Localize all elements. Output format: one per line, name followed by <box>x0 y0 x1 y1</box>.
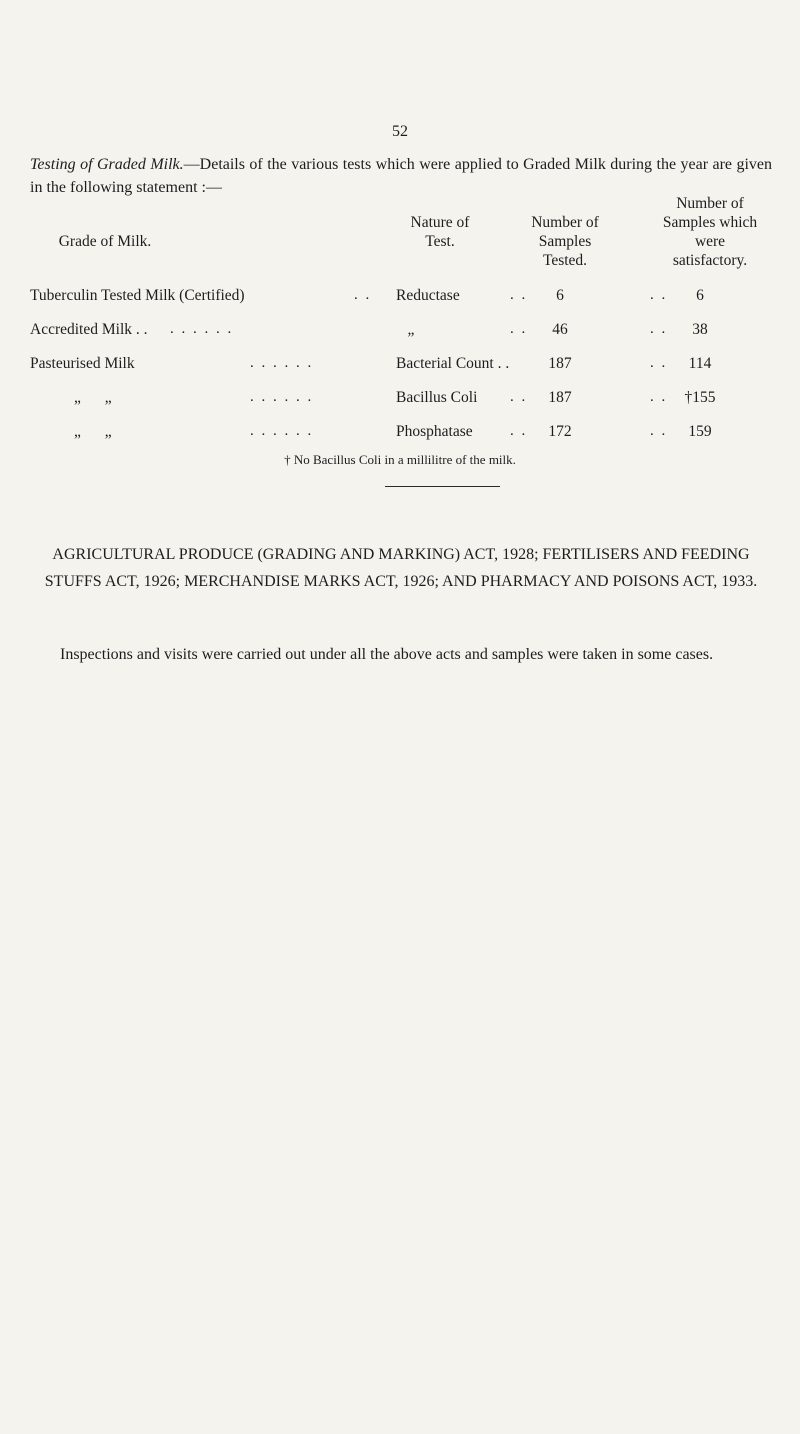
table-cell-satisfactory: 114 <box>688 355 712 372</box>
header-number-satisfactory <box>640 194 780 270</box>
header-tested-line: Number of <box>531 214 599 231</box>
leader-dots: . . <box>510 423 528 439</box>
section-title: Testing of Graded Milk. <box>30 156 184 173</box>
leader-dots: . . . . . . <box>250 423 314 439</box>
leader-dots: . . . . . . <box>250 389 314 405</box>
table-cell-tested: 6 <box>556 287 564 304</box>
section-divider <box>385 486 500 487</box>
leader-dots: . . <box>650 321 668 337</box>
leader-dots: . . <box>650 287 668 303</box>
table-cell-test: „ <box>407 321 415 338</box>
table-cell-test: Reductase <box>396 287 460 304</box>
leader-dots: . . <box>650 355 668 371</box>
header-satisfactory-line: were <box>694 233 726 250</box>
header-satisfactory-line: satisfactory. <box>672 252 748 269</box>
table-cell-satisfactory: 6 <box>696 287 704 304</box>
table-cell-grade: Pasteurised Milk <box>30 355 135 372</box>
header-satisfactory-line: Samples which <box>662 214 758 231</box>
table-cell-tested: 172 <box>548 423 572 440</box>
header-grade: Grade of Milk. <box>58 233 152 250</box>
intro-text: —Details of the various tests which were applied to Graded Milk during the year are given in the following statement :— <box>30 156 773 196</box>
intro-paragraph <box>30 153 772 199</box>
table-cell-tested: 46 <box>552 321 568 338</box>
table-cell-grade: Accredited Milk . . <box>30 321 148 338</box>
table-cell-satisfactory: †155 <box>684 389 716 406</box>
table-cell-test: Bacillus Coli <box>396 389 478 406</box>
table-cell-tested: 187 <box>548 389 572 406</box>
leader-dots: . . <box>510 389 528 405</box>
table-cell-tested: 187 <box>548 355 572 372</box>
leader-dots: . . <box>510 321 528 337</box>
acts-paragraph: Inspections and visits were carried out under all the above acts and samples were taken in some cases. <box>60 646 714 663</box>
leader-dots: . . <box>650 389 668 405</box>
header-nature-line: Nature of <box>410 214 470 231</box>
leader-dots: . . <box>354 287 372 303</box>
leader-dots: . . . . . . <box>170 321 234 337</box>
header-satisfactory-line: Number of <box>676 195 744 212</box>
table-cell-grade: Tuberculin Tested Milk (Certified) <box>30 287 245 304</box>
page-number: 52 <box>392 123 408 140</box>
header-tested-line: Samples <box>538 233 592 250</box>
leader-dots: . . <box>510 287 528 303</box>
table-cell-satisfactory: 159 <box>688 423 712 440</box>
table-cell-test: Phosphatase <box>396 423 473 440</box>
header-number-tested <box>515 213 615 270</box>
leader-dots: . . . . . . <box>250 355 314 371</box>
leader-dots: . . <box>650 423 668 439</box>
table-cell-satisfactory: 38 <box>692 321 708 338</box>
table-cell-test: Bacterial Count . . <box>396 355 510 372</box>
header-tested-line: Tested. <box>542 252 588 269</box>
table-cell-grade: „ „ <box>74 423 112 440</box>
acts-heading: AGRICULTURAL PRODUCE (GRADING AND MARKING) ACT, 1928; FERTILISERS AND FEEDING STUFFS ACT, 1926; MERCHANDISE MARKS ACT, 1926; AND PHARMACY AND POISONS ACT, 1933. <box>44 546 758 590</box>
table-footnote: † No Bacillus Coli in a millilitre of the milk. <box>284 452 516 467</box>
table-cell-grade: „ „ <box>74 389 112 406</box>
header-nature-line: Test. <box>425 233 455 250</box>
header-nature <box>385 213 495 251</box>
